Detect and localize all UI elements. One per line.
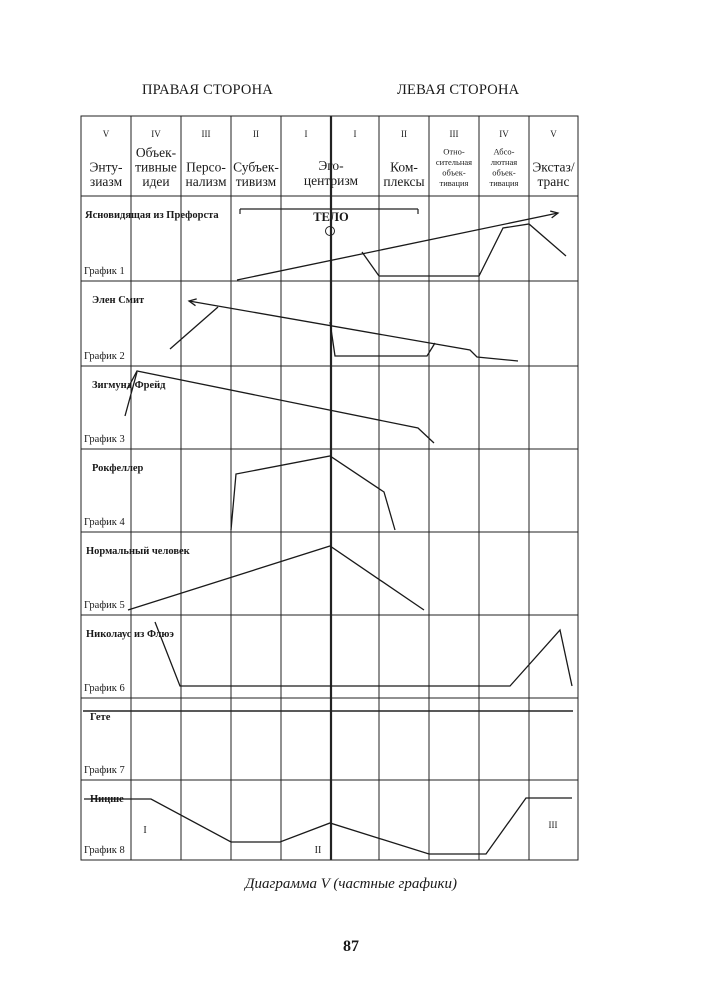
column-name: плексы [383,174,425,189]
graph-2-rise [170,307,218,349]
column-name: Экстаз/ [532,159,575,175]
graph-title: Ясновидящая из Префорста [85,210,219,221]
center-column-name: центризм [303,173,359,188]
graph-8-marker: I [143,825,147,836]
graph-2-trend-arrow [189,301,518,361]
column-name: Субъек- [233,159,279,175]
graph-label: График 7 [84,765,125,776]
column-name: Персо- [186,159,226,175]
graph-label: График 1 [84,266,125,277]
graph-8-marker: II [314,845,322,856]
right-side-label: ПРАВАЯ СТОРОНА [142,82,273,98]
body-label: ТЕЛО [313,210,349,224]
graph-1-trend-arrow [237,213,558,280]
column-name: лютная [490,157,518,167]
figure-caption: Диаграмма V (частные графики) [244,876,458,892]
column-roman-numeral: V [102,129,110,139]
column-roman-numeral: V [550,129,557,139]
graph-label: График 5 [84,600,125,611]
column-name: нализм [185,174,227,189]
column-name: сительная [435,157,473,167]
column-name: Отно- [443,146,465,157]
column-name: объек- [442,167,466,178]
graph-label: График 2 [84,351,125,362]
graph-title: Рокфеллер [92,463,144,474]
column-name: Абсо- [493,146,515,157]
center-column-name: Эго- [318,158,344,173]
left-side-label: ЛЕВАЯ СТОРОНА [397,82,520,98]
column-name: тивизм [235,174,277,189]
column-name: объек- [492,167,516,178]
graph-6-curve [155,622,572,686]
graph-title: Зигмунд Фрейд [92,380,166,391]
column-name: идеи [142,174,170,189]
column-name: Ком- [390,159,418,175]
graph-label: График 8 [84,845,125,856]
column-name: тивация [439,178,469,188]
graph-8-curve [84,798,572,854]
graph-title: Элен Смит [92,295,145,306]
graph-8-marker: III [548,820,558,830]
column-roman-numeral: III [449,129,459,139]
column-roman-numeral: I [304,129,308,139]
graph-label: График 3 [84,434,125,445]
column-roman-numeral: III [201,129,211,139]
column-name: тивация [489,178,519,188]
column-name: Энту- [89,159,123,175]
graph-title: Николаус из Флюэ [86,629,174,640]
column-roman-numeral: IV [151,129,161,139]
graph-title: Нормальный человек [86,546,190,557]
column-name: транс [537,174,570,189]
column-roman-numeral: II [253,129,259,139]
page-number: 87 [343,938,359,955]
graph-2-dip [330,322,435,356]
graph-1-curve [362,224,566,276]
graph-title: Ницше [90,794,124,805]
column-name: Объек- [135,145,177,160]
graph-title: Гете [90,712,111,723]
column-roman-numeral: I [353,129,357,139]
graph-label: График 6 [84,683,125,694]
column-name: тивные [135,159,177,175]
column-name: зиазм [89,174,123,189]
graph-4-curve [231,456,395,530]
graph-label: График 4 [84,517,125,528]
column-roman-numeral: IV [499,129,509,139]
column-roman-numeral: II [401,129,407,139]
